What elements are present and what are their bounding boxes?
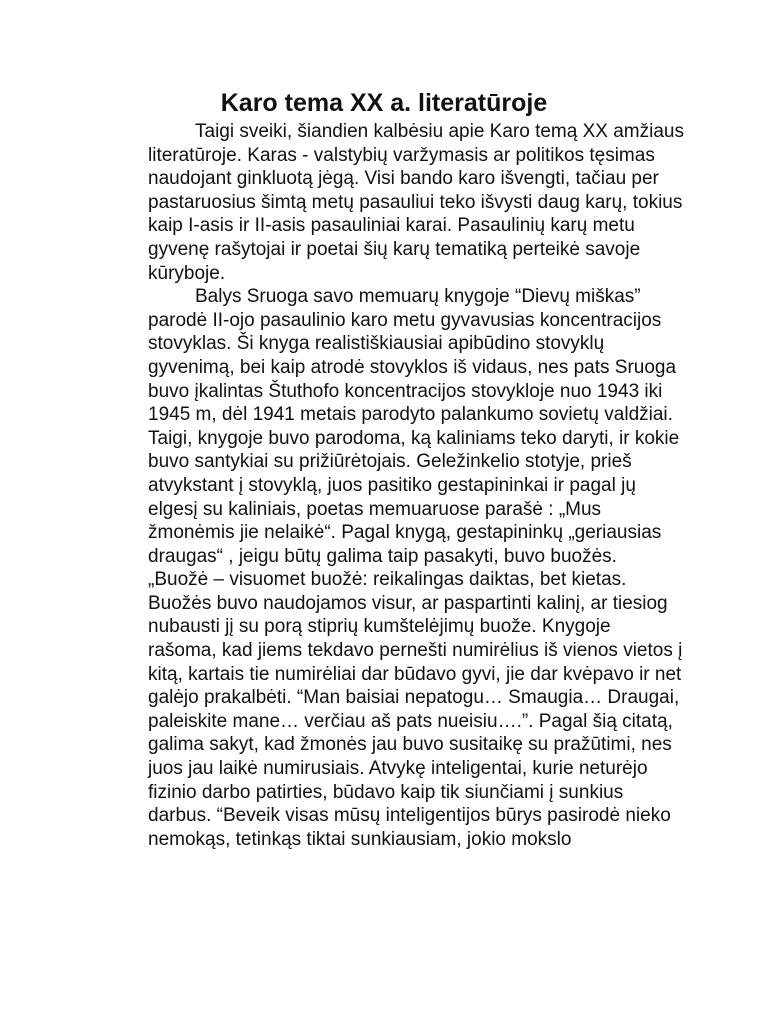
text-line: Buožės buvo naudojamos visur, ar paspartinti kalinį, ar tiesiog <box>148 592 668 614</box>
text-line: nemokąs, tetinkąs tiktai sunkiausiam, jokio mokslo <box>148 828 572 850</box>
text-line: galima sakyt, kad žmonės jau buvo susitaikę su pražūtimi, nes <box>148 734 672 756</box>
text-line: rašoma, kad jiems tekdavo pernešti numirėlius iš vienos vietos į <box>148 640 683 662</box>
text-line: kitą, kartais tie numirėliai dar būdavo gyvi, jie dar kvėpavo ir net <box>148 663 682 685</box>
text-line: naudojant ginkluotą jėgą. Visi bando karo išvengti, tačiau per <box>148 168 659 190</box>
text-line: gyvenimą, bei kaip atrodė stovyklos iš vidaus, nes pats Sruoga <box>148 356 677 378</box>
document-title: Karo tema XX a. literatūroje <box>220 89 548 117</box>
text-line: nubausti jį su porą stiprių kumštelėjimų buože. Knygoje <box>148 616 611 638</box>
text-line: darbus. “Beveik visas mūsų inteligentijos būrys pasirodė nieko <box>148 805 671 827</box>
text-line: draugas“ , jeigu būtų galima taip pasakyti, buvo buožės. <box>148 545 617 567</box>
text-line: stovyklas. Ši knyga realistiškiausiai apibūdino stovyklų <box>148 333 605 355</box>
text-line: fizinio darbo patirties, būdavo kaip tik siunčiami į sunkius <box>148 781 624 803</box>
text-line: atvykstant į stovyklą, juos pasitiko gestapininkai ir pagal jų <box>148 474 636 496</box>
text-line: kūryboje. <box>148 262 226 284</box>
text-line: pastaruosius šimtą metų pasauliui teko išvysti daug karų, tokius <box>148 191 683 213</box>
text-line: Balys Sruoga savo memuarų knygoje “Dievų miškas” <box>195 286 641 308</box>
text-line: Taigi sveiki, šiandien kalbėsiu apie Karo temą XX amžiaus <box>195 121 684 142</box>
text-line: „Buožė – visuomet buožė: reikalingas daiktas, bet kietas. <box>148 569 627 591</box>
text-line: buvo įkalintas Štuthofo koncentracijos stovykloje nuo 1943 iki <box>148 380 663 402</box>
text-line: kaip I-asis ir II-asis pasauliniai karai. Pasaulinių karų metu <box>148 215 635 237</box>
text-line: Taigi, knygoje buvo parodoma, ką kaliniams teko daryti, ir kokie <box>148 427 680 449</box>
text-line: galėjo prakalbėti. “Man baisiai nepatogu… Smaugia… Draugai, <box>148 687 680 709</box>
text-line: 1945 m, dėl 1941 metais parodyto palankumo sovietų valdžiai. <box>148 404 673 426</box>
text-line: elgesį su kaliniais, poetas memuaruose parašė : „Mus <box>148 498 602 520</box>
text-line: paleiskite mane… verčiau aš pats nueisiu….”. Pagal šią citatą, <box>148 710 673 732</box>
text-line: žmonėmis jie nelaikė“. Pagal knygą, gestapininkų „geriausias <box>148 522 662 544</box>
text-line: literatūroje. Karas - valstybių varžymasis ar politikos tęsimas <box>148 144 655 166</box>
text-line: gyvenę rašytojai ir poetai šių karų tematiką perteikė savoje <box>148 238 641 260</box>
document-body <box>148 120 684 851</box>
text-line: buvo santykiai su prižiūrėtojais. Geležinkelio stotyje, prieš <box>148 451 632 473</box>
text-line: juos jau laikė numirusiais. Atvykę inteligentai, kurie neturėjo <box>148 758 648 780</box>
text-line: parodė II-ojo pasaulinio karo metu gyvavusias koncentracijos <box>148 309 662 331</box>
